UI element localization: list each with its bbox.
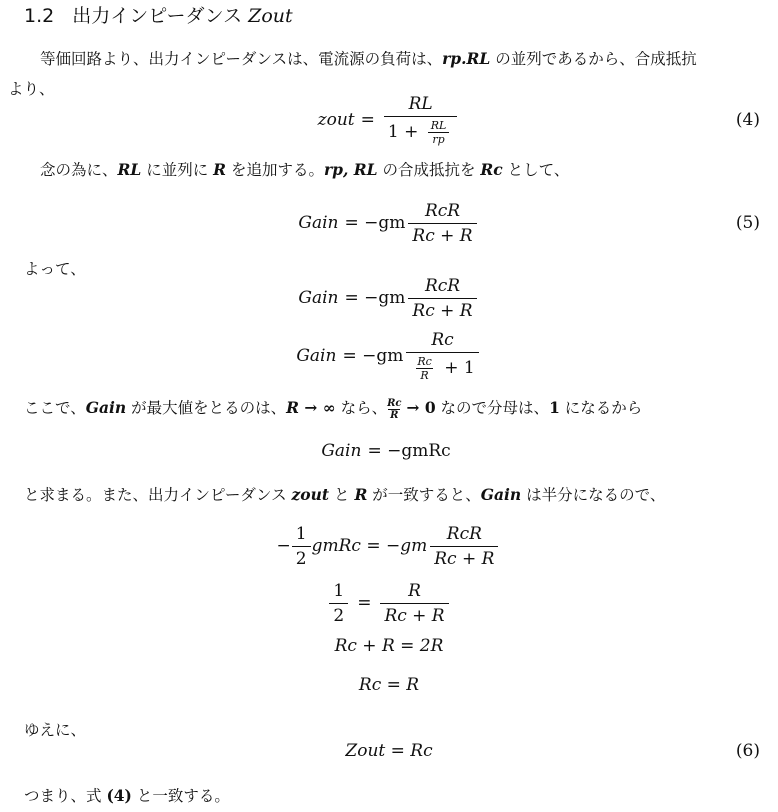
p4-frac-num: Rc: [387, 397, 402, 409]
section-title-variable: Zout: [248, 5, 293, 27]
eqA-fraction: [408, 276, 476, 321]
p2-text-e: として、: [502, 161, 570, 179]
eqD-fraction: [430, 524, 498, 569]
paragraph-6: ゆえに、: [24, 721, 87, 739]
equation-6: [0, 737, 778, 765]
p2-text-c: を追加する。: [226, 161, 324, 179]
eqD-numerator: RcR: [446, 523, 482, 544]
p5-text-c: が一致すると、: [367, 486, 481, 504]
p4-math-gain: Gain: [85, 398, 127, 417]
eqE-half-num: 1: [333, 580, 345, 601]
eq4-numerator: RL: [408, 94, 433, 114]
paragraph-2: [24, 155, 759, 185]
eqA-lhs: Gain: [298, 288, 339, 308]
eqA-numerator: RcR: [424, 275, 461, 296]
eq5-lhs: Gain: [298, 213, 339, 233]
eqB-den-denominator: R: [416, 368, 432, 382]
eqD-middle: gmRc = −gm: [311, 536, 428, 556]
p5-text-b: と: [329, 486, 355, 504]
eq4-number: (4): [735, 110, 760, 130]
eqB-lhs: Gain: [296, 346, 337, 366]
equation-half-gain: [0, 521, 778, 571]
p5-text-a: と求まる。また、出力インピーダンス: [24, 486, 292, 504]
eqB-den-tail: + 1: [444, 358, 475, 378]
paragraph-5: [24, 480, 759, 510]
p5-text-d: は半分になるので、: [521, 486, 666, 504]
eqB-den-numerator: Rc: [417, 355, 432, 368]
equation-sum: [0, 632, 778, 660]
p2-math-r: R: [213, 160, 227, 179]
eq6-number: (6): [735, 741, 760, 761]
eqE-denominator: Rc + R: [380, 603, 448, 626]
eqB-den-fraction: [413, 355, 435, 382]
p4-text-b: が最大値をとるのは、: [126, 399, 287, 417]
eq5-numerator: RcR: [424, 200, 461, 221]
eq5-number: (5): [735, 213, 760, 233]
p4-math-to-zero: → 0: [406, 398, 436, 417]
equation-5: [0, 198, 778, 248]
eq5-rhs-prefix: = −gm: [344, 213, 406, 233]
p5-math-r: R: [354, 485, 368, 504]
p4-text-d: なので分母は、: [435, 399, 550, 417]
p4-frac-den: R: [390, 409, 399, 421]
eqD-half-den: 2: [292, 546, 311, 569]
p4-text-a: ここで、: [24, 399, 86, 417]
eqE-fraction: [380, 581, 448, 626]
section-title: 出力インピーダンス: [72, 5, 243, 27]
p7-text-a: つまり、式: [24, 787, 107, 805]
eq4-den-denominator: rp: [428, 132, 448, 146]
eqE-half-den: 2: [329, 603, 348, 626]
p4-text-c: なら、: [335, 399, 388, 417]
equation-rc-equals-r: [0, 671, 778, 699]
p2-text-b: に並列に: [141, 161, 214, 179]
eqD-half-fraction: [292, 524, 311, 569]
eqC-rhs: = −gmRc: [367, 441, 451, 461]
eqD-denominator: Rc + R: [430, 546, 498, 569]
eqB-denominator: [406, 352, 478, 382]
p1-math-rp-rl: rp.RL: [442, 49, 491, 68]
p7-ref-4: (4): [106, 786, 132, 805]
eq4-den-numerator: RL: [430, 119, 447, 132]
eqA-denominator: Rc + R: [408, 298, 476, 321]
eqE-equals: =: [357, 593, 372, 613]
section-number: 1.2: [24, 5, 55, 27]
eq4-fraction: [384, 94, 457, 146]
p2-text-d: の合成抵抗を: [377, 161, 481, 179]
p2-text-a: 念の為に、: [40, 161, 118, 179]
p2-math-rp-rl: rp, RL: [323, 160, 378, 179]
eqE-half-fraction: [329, 581, 348, 626]
eq4-equals: =: [360, 110, 375, 130]
eq5-denominator: Rc + R: [408, 223, 476, 246]
eqF-text: Rc + R = 2R: [334, 636, 444, 656]
eq6-text: Zout = Rc: [345, 741, 433, 761]
p1-text-b: の並列であるから、合成抵抗: [490, 50, 697, 68]
eq4-den-fraction: [427, 119, 451, 146]
p2-math-rl: RL: [117, 160, 142, 179]
p5-math-zout: zout: [291, 485, 330, 504]
eqA-rhs-prefix: = −gm: [344, 288, 406, 308]
section-heading: [24, 2, 293, 30]
eqB-numerator: Rc: [431, 330, 454, 350]
eqD-half-num: 1: [295, 523, 307, 544]
eq4-denominator: [384, 116, 457, 146]
p7-text-b: と一致する。: [131, 787, 230, 805]
eqG-text: Rc = R: [358, 675, 420, 695]
p4-text-e: になるから: [559, 399, 643, 417]
p5-math-gain: Gain: [480, 485, 522, 504]
p4-inline-fraction: [387, 398, 401, 421]
p4-math-one: 1: [549, 398, 560, 417]
paragraph-3: よって、: [24, 260, 86, 278]
equation-half-ratio: [0, 578, 778, 628]
p1-text-a: 等価回路より、出力インピーダンスは、電流源の負荷は、: [40, 50, 443, 68]
equation-gain-c: [0, 436, 778, 466]
eqD-minus: −: [276, 536, 291, 556]
equation-gain-a: [0, 273, 778, 323]
eqC-lhs: Gain: [321, 441, 362, 461]
p2-math-rc: Rc: [480, 160, 503, 179]
p4-math-r-to-inf: R → ∞: [286, 398, 336, 417]
paragraph-4: [24, 393, 759, 423]
eqB-rhs-prefix: = −gm: [342, 346, 404, 366]
eq4-den-prefix: 1 +: [387, 122, 419, 142]
eqB-fraction: [406, 330, 478, 382]
equation-4: [0, 96, 778, 144]
paragraph-7: [24, 781, 759, 811]
eq4-lhs: zout: [317, 110, 355, 130]
eqE-numerator: R: [408, 580, 421, 601]
eq5-fraction: [408, 201, 476, 246]
p1-text-c: より、: [8, 80, 55, 98]
equation-gain-b: [0, 330, 778, 382]
